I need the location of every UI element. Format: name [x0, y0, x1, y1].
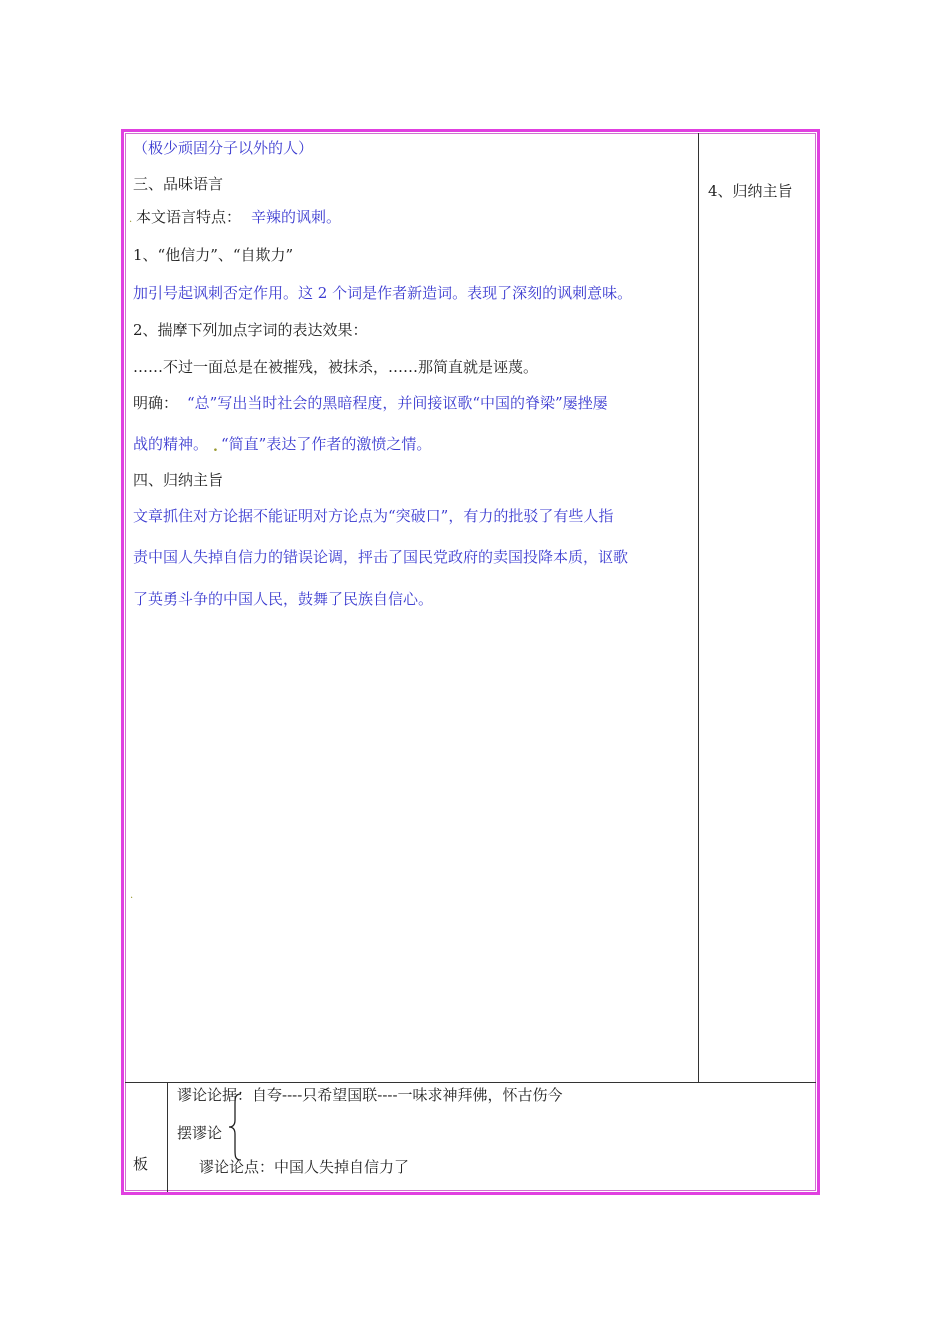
board-thesis: 谬论论点：中国人失掉自信力了 [199, 1158, 410, 1176]
anchor-mark: . [213, 439, 218, 455]
board-side-label: 板 [133, 1155, 149, 1173]
item-1-heading: 1、“他信力”、“自欺力” [133, 246, 294, 264]
language-feature-value: 辛辣的讽刺。 [251, 208, 342, 226]
board-evidence: 谬论论据：自夸----只希望国联----一味求神拜佛，怀古伤今 [177, 1086, 563, 1104]
anchor-mark: . [129, 214, 133, 225]
section-4-heading: 四、归纳主旨 [133, 471, 224, 489]
excerpt-note: （极少顽固分子以外的人） [133, 139, 314, 157]
board-branch-label: 摆谬论 [177, 1124, 223, 1142]
item-2-heading: 2、揣摩下列加点字词的表达效果： [133, 321, 368, 339]
right-column-label: 4、归纳主旨 [708, 182, 793, 200]
item-1-answer: 加引号起讽刺否定作用。这 2 个词是作者新造词。表现了深刻的讽刺意味。 [133, 284, 633, 302]
summary-line-3: 了英勇斗争的中国人民，鼓舞了民族自信心。 [133, 590, 434, 608]
section-3-heading: 三、品味语言 [133, 175, 224, 193]
anchor-mark: . [130, 890, 134, 901]
brace-icon [227, 1092, 243, 1162]
item-2-answer-label: 明确： [133, 394, 179, 412]
column-divider [698, 133, 699, 1083]
item-2-answer-line-1: “总”写出当时社会的黑暗程度，并间接讴歌“中国的脊梁”屡挫屡 [187, 394, 608, 412]
summary-line-2: 责中国人失掉自信力的错误论调，抨击了国民党政府的卖国投降本质，讴歌 [133, 548, 629, 566]
item-2-quote: ……不过一面总是在被摧残，被抹杀，……那简直就是诬蔑。 [133, 358, 539, 376]
item-2-answer-line-2a: 战的精神。 [133, 435, 209, 453]
row-divider [125, 1082, 816, 1083]
item-2-answer-line-2b: “简直”表达了作者的激愤之情。 [221, 435, 432, 453]
summary-line-1: 文章抓住对方论据不能证明对方论点为“突破口”，有力的批驳了有些人指 [133, 507, 614, 525]
language-feature-label: 本文语言特点： [136, 208, 242, 226]
board-label-divider [167, 1082, 168, 1192]
